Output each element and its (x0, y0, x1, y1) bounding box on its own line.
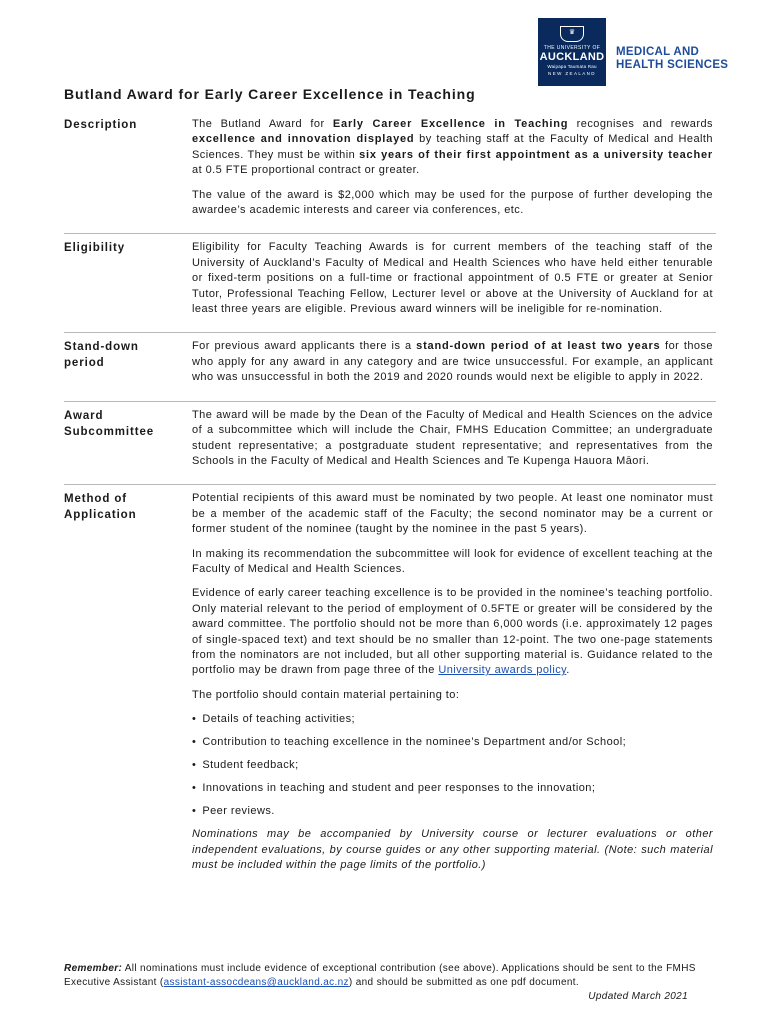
list-item: • Peer reviews. (192, 804, 713, 819)
remember-label: Remember: (64, 963, 123, 974)
page-title: Butland Award for Early Career Excellence in Teaching (64, 86, 476, 102)
list-item: • Contribution to teaching excellence in the nominee’s Department and/or School; (192, 735, 713, 750)
stand-down-section (64, 332, 716, 394)
crest-university-big: AUCKLAND (539, 51, 605, 63)
subcommittee-content (192, 408, 713, 479)
header-logo (538, 18, 738, 86)
eligibility-section (64, 233, 716, 326)
method-paragraph-2: In making its recommendation the subcommittee will look for evidence of excellent teaching at the Faculty of Medical and Health Sciences. (192, 547, 713, 575)
list-item: • Innovations in teaching and student and peer responses to the innovation; (192, 781, 713, 796)
university-awards-policy-link[interactable]: University awards policy (438, 664, 567, 677)
method-paragraph-1: Potential recipients of this award must be nominated by two people. At least one nominator must be a member of the academic staff of the Faculty; the second nominator may be a current or former student of the nominee (taught by the nominee in the past 5 years). (192, 492, 713, 536)
method-paragraph-4: The portfolio should contain material pertaining to: (192, 688, 460, 701)
portfolio-list (192, 712, 713, 819)
description-paragraph-2: The value of the award is $2,000 which may be used for the purpose of further developing the awardee’s academic interests and career via conferences, etc. (192, 188, 713, 217)
description-label: Description (64, 119, 138, 131)
stand-down-label: Stand-down period (64, 341, 139, 370)
footer (64, 962, 716, 1004)
method-paragraph-3: Evidence of early career teaching excellence is to be provided in the nominee’s teaching portfolio. Only material relevant to the period of employment of 0.5FTE or greater will be considered by the award committee. The portfolio should not be more than 6,000 words (i.e. approximately 12 pages of single-spaced text) and text should be no smaller than 12-point. The two one-page statements from the nominators are not included, but all other supporting material is. Guidance related to the portfolio may be drawn from page three of the University awards policy. (192, 587, 713, 677)
stand-down-content (192, 339, 713, 394)
description-content (192, 117, 713, 227)
list-item: • Details of teaching activities; (192, 712, 713, 727)
faculty-name (616, 46, 728, 72)
crest-country: NEW ZEALAND (548, 71, 596, 76)
crest-shield-icon: ♛ (560, 26, 584, 42)
faculty-line1: MEDICAL AND (616, 46, 700, 58)
faculty-line2: HEALTH SCIENCES (616, 59, 729, 71)
footer-remember-text: Remember: All nominations must include evidence of exceptional contribution (see above). Applications should be sent to the FMHS Executive Assistant (assistant-assocdeans@auckland.ac.nz) and should be submitted as one pdf document. (64, 963, 696, 988)
subcommittee-label: Award Subcommittee (64, 409, 155, 438)
method-label: Method of Application (64, 493, 137, 522)
subcommittee-paragraph: The award will be made by the Dean of the Faculty of Medical and Health Sciences on the advice of a subcommittee which will include the Chair, FMHS Education Committee; an undergraduate student representative; a postgraduate student representative; and representatives from the Schools in the Faculty of Medical and Health Sciences and Te Kupenga Hauora Māori. (192, 408, 713, 467)
list-item: • Student feedback; (192, 758, 713, 773)
method-section (64, 484, 716, 882)
crest-university-small: THE UNIVERSITY OF (543, 45, 601, 51)
eligibility-content (192, 240, 713, 326)
method-content (192, 491, 713, 882)
crest-maori-name: Waipapa Taumata Rau (547, 64, 597, 69)
description-paragraph-1: The Butland Award for Early Career Excellence in Teaching recognises and rewards excellence and innovation displayed by teaching staff at the Faculty of Medical and Health Sciences. They must be within six years of their first appointment as a university teacher at 0.5 FTE proportional contract or greater. (192, 118, 713, 177)
description-section (64, 117, 716, 227)
eligibility-label: Eligibility (64, 242, 126, 255)
subcommittee-section (64, 401, 716, 479)
updated-date: Updated March 2021 (588, 991, 688, 1002)
stand-down-paragraph: For previous award applicants there is a stand-down period of at least two years for those who apply for any award in any category and are twice unsuccessful. For example, an applicant who was unsuccessful in both the 2019 and 2020 rounds would next be eligible to apply in 2022. (192, 340, 714, 384)
award-sections (64, 117, 716, 888)
assistant-email-link[interactable]: assistant-assocdeans@auckland.ac.nz (163, 977, 349, 988)
university-crest (538, 18, 606, 86)
nominations-note: Nominations may be accompanied by University course or lecturer evaluations or other independent evaluations, by course guides or any other supporting material. (Note: such material must be included within the page limits of the portfolio.) (192, 828, 713, 871)
eligibility-paragraph: Eligibility for Faculty Teaching Awards is for current members of the teaching staff of the University of Auckland’s Faculty of Medical and Health Sciences who have held either tenurable or fixed-term positions on a full-time or fractional appointment of 0.5 FTE or greater at Senior Tutor, Professional Teaching Fellow, Lecturer level or above at the University of Auckland for at least three years are eligible. Previous award winners will be ineligible for re-nomination. (192, 241, 713, 316)
